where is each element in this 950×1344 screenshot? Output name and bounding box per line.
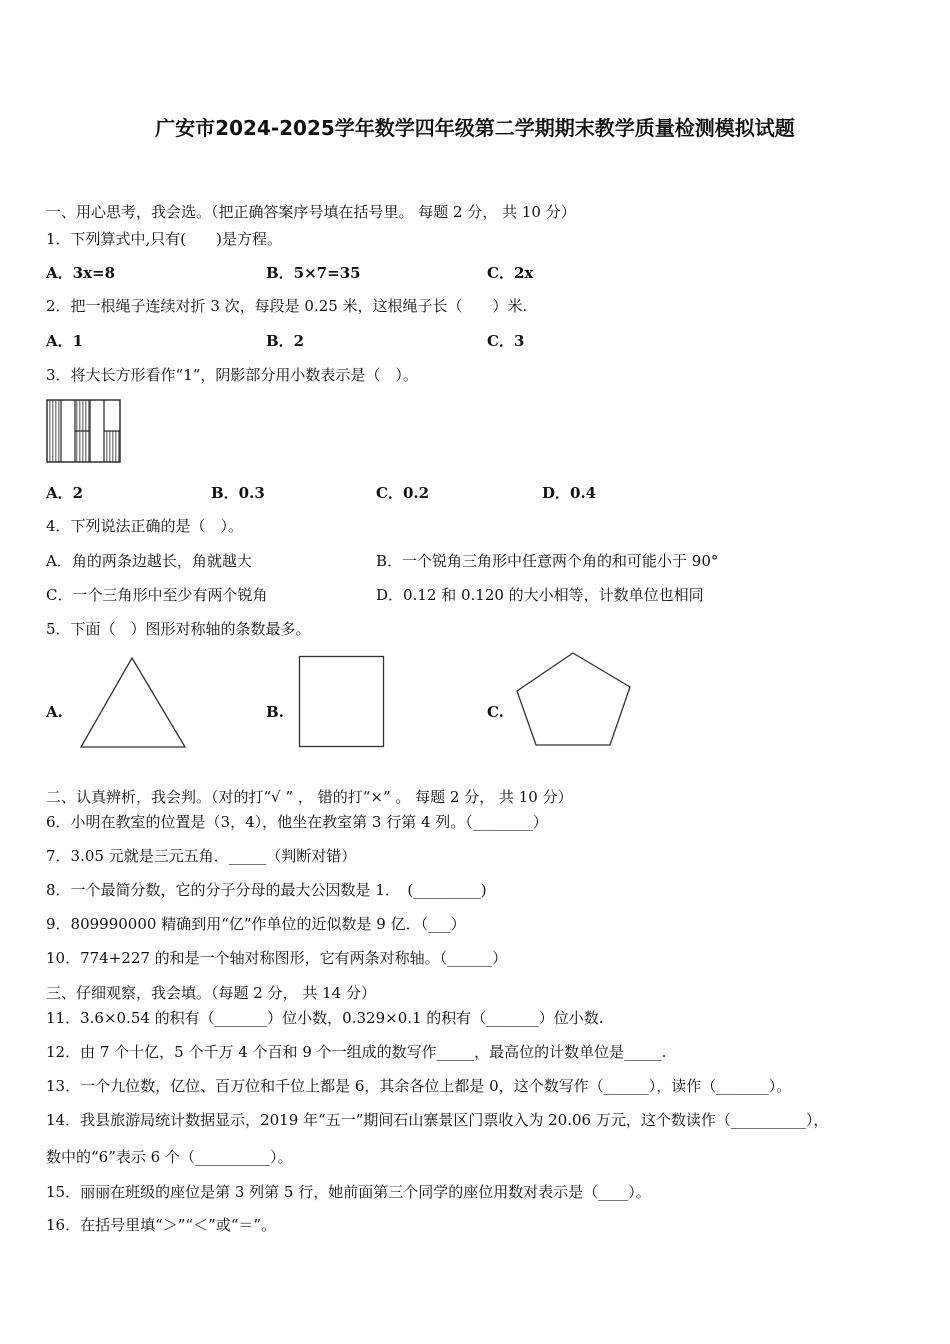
question-13: 13．一个九位数，亿位、百万位和千位上都是 6，其余各位上都是 0，这个数写作（______），读作（_______）。 — [46, 1077, 792, 1095]
question-12: 12．由 7 个十亿，5 个千万 4 个百和 9 个一组成的数写作_____，最高位的计数单位是_____. — [46, 1043, 667, 1061]
q2-option-a: A．1 — [46, 332, 84, 350]
q3-option-b: B．0.3 — [211, 484, 265, 502]
question-14-line1: 14．我县旅游局统计数据显示，2019 年“五一”期间石山寨景区门票收入为 20.06 万元，这个数读作（__________）， — [46, 1111, 829, 1129]
q4-option-a: A．角的两条边越长，角就越大 — [46, 552, 252, 570]
q3-option-c: C．0.2 — [376, 484, 430, 502]
q5-option-c: C. — [487, 703, 504, 721]
question-2: 2．把一根绳子连续对折 3 次，每段是 0.25 米，这根绳子长（ ）米. — [46, 297, 528, 315]
question-5: 5．下面（ ）图形对称轴的条数最多。 — [46, 620, 311, 638]
q4-option-c: C．一个三角形中至少有两个锐角 — [46, 586, 268, 604]
section3-header: 三、仔细观察，我会填。（每题 2 分， 共 14 分） — [46, 984, 376, 1002]
page-title: 广安市2024-2025学年数学四年级第二学期期末教学质量检测模拟试题 — [155, 116, 795, 140]
question-3: 3．将大长方形看作“1”，阴影部分用小数表示是（ ）。 — [46, 366, 418, 384]
question-15: 15．丽丽在班级的座位是第 3 列第 5 行，她前面第三个同学的座位用数对表示是（____）。 — [46, 1183, 651, 1201]
q3-option-d: D．0.4 — [542, 484, 597, 502]
q5-option-a: A. — [46, 703, 63, 721]
question-11: 11．3.6×0.54 的积有（_______）位小数，0.329×0.1 的积有（_______）位小数. — [46, 1009, 604, 1027]
question-7: 7．3.05 元就是三元五角．_____（判断对错） — [46, 847, 357, 865]
triangle-figure — [78, 655, 188, 751]
question-8: 8．一个最简分数，它的分子分母的最大公因数是 1． (_________) — [46, 881, 487, 899]
question-16: 16．在括号里填“＞”“＜”或“＝”。 — [46, 1216, 277, 1234]
q4-option-b: B．一个锐角三角形中任意两个角的和可能小于 90° — [376, 552, 719, 570]
section1-header: 一、用心思考，我会选。（把正确答案序号填在括号里。 每题 2 分， 共 10 分） — [46, 203, 576, 221]
q4-option-d: D．0.12 和 0.120 的大小相等，计数单位也相同 — [376, 586, 704, 604]
question-4: 4．下列说法正确的是（ ）。 — [46, 517, 244, 535]
q5-option-b: B. — [266, 703, 284, 721]
shaded-rectangle-figure — [46, 399, 122, 463]
q1-option-b: B．5×7=35 — [266, 264, 361, 282]
q3-option-a: A．2 — [46, 484, 84, 502]
q2-option-c: C．3 — [487, 332, 525, 350]
question-1: 1．下列算式中,只有( )是方程。 — [46, 230, 283, 248]
q1-option-c: C．2x — [487, 264, 534, 282]
question-14-line2: 数中的“6”表示 6 个（__________）。 — [46, 1148, 293, 1166]
square-figure — [298, 655, 386, 749]
question-10: 10．774+227 的和是一个轴对称图形，它有两条对称轴。（______） — [46, 949, 508, 967]
question-9: 9．809990000 精确到用“亿”作单位的近似数是 9 亿．（___） — [46, 915, 466, 933]
q1-option-a: A．3x=8 — [46, 264, 116, 282]
pentagon-figure — [514, 651, 634, 749]
section2-header: 二、认真辨析，我会判。（对的打“√ ” ， 错的打“×” 。 每题 2 分， 共 10 分） — [46, 788, 573, 806]
q2-option-b: B．2 — [266, 332, 305, 350]
question-6: 6．小明在教室的位置是（3，4），他坐在教室第 3 行第 4 列。（________） — [46, 813, 548, 831]
